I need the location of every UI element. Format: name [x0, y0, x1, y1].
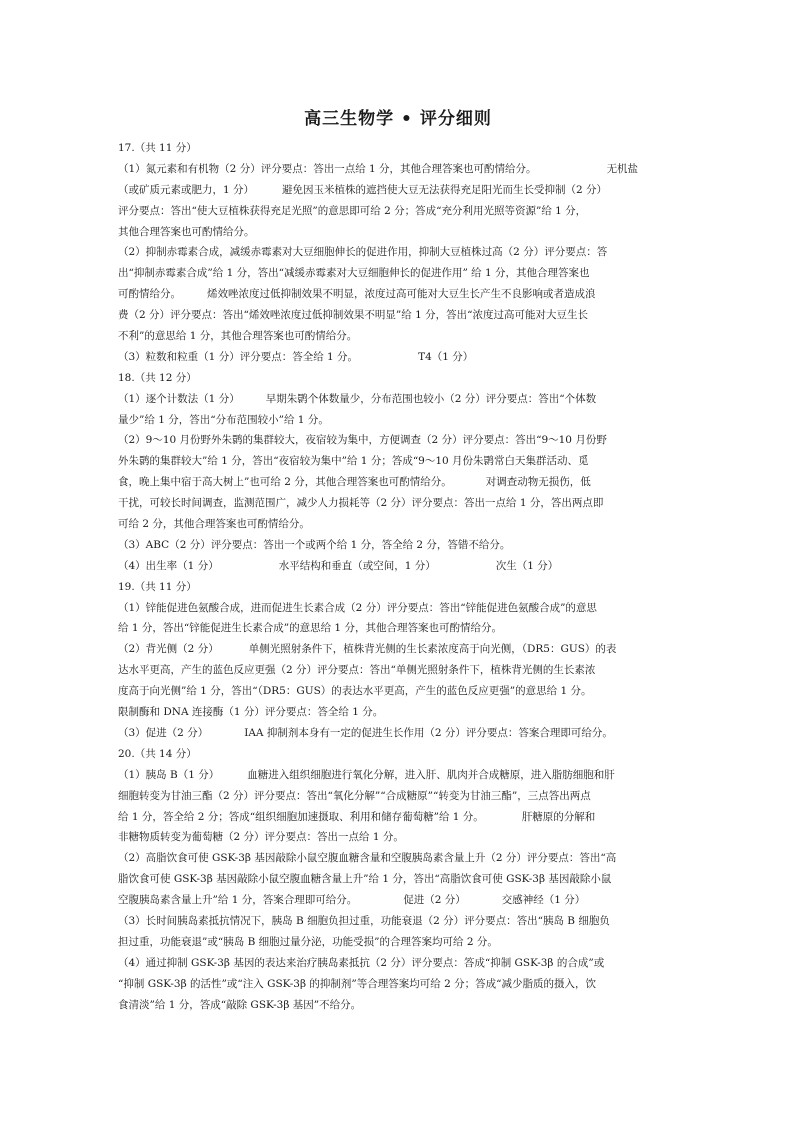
answer-text: （2）高脂饮食可使 GSK-3β 基因敲除小鼠空腹血糖含量和空腹胰岛素含量上升（2 分）评分要点：答出“高: [118, 852, 617, 865]
answer-line: [118, 765, 678, 786]
answer-line: [118, 932, 678, 953]
answer-line: [118, 242, 678, 263]
answer-text: 不利”的意思给 1 分，其他合理答案也可酌情给分。: [118, 330, 358, 343]
answer-line: [118, 681, 678, 702]
answer-text: 非糖物质转变为葡萄糖（2 分）评分要点：答出一点给 1 分。: [118, 831, 404, 844]
answer-line: [118, 911, 678, 932]
answer-text: 食清淡”给 1 分，答成“敲除 GSK-3β 基因”不给分。: [118, 998, 362, 1011]
answer-text: 达水平更高，产生的蓝色反应更强（2 分）评分要点：答出“单侧光照射条件下，植株背光侧的生长素浓: [118, 664, 596, 677]
answer-text: 19.（共 11 分）: [118, 580, 197, 593]
answer-text: 对调查动物无损伤，低: [485, 476, 591, 489]
answer-line: [118, 410, 678, 431]
answer-line: [118, 514, 678, 535]
answer-line: [118, 869, 678, 890]
answer-text: 限制酶和 DNA 连接酶（1 分）评分要点：答全给 1 分。: [118, 706, 384, 719]
answer-line: [118, 305, 678, 326]
answer-line: [118, 451, 678, 472]
answer-text: （2）背光侧（2 分）: [118, 643, 219, 656]
answer-text: 度高于向光侧”给 1 分，答出“（DR5：GUS）的表达水平更高，产生的蓝色反应更强”的意思给 1 分。: [118, 685, 592, 698]
answer-text: 血糖进入组织细胞进行氧化分解，进入肝、肌肉并合成糖原，进入脂肪细胞和肝: [247, 768, 615, 781]
answer-text: （3）促进（2 分）: [118, 726, 209, 739]
question-heading: [118, 577, 678, 598]
answer-text: 早期朱鹮个体数量少，分布范围也较小（2 分）评分要点：答出“个体数: [265, 392, 597, 405]
answer-text: 可酌情给分。: [118, 288, 181, 301]
answer-line: [118, 995, 678, 1016]
answer-text: T4（1 分）: [418, 350, 474, 363]
answer-text: （4）出生率（1 分）: [118, 559, 219, 572]
question-heading: [118, 744, 678, 765]
answer-line: [118, 430, 678, 451]
answer-text: （1）胰岛 B（1 分）: [118, 768, 220, 781]
answer-line: [118, 598, 678, 619]
answer-line: [118, 890, 678, 911]
answer-text: 食，晚上集中宿于高大树上”也可给 2 分，其他合理答案也可酌情给分。: [118, 476, 452, 489]
answer-line: [118, 953, 678, 974]
answer-line: [118, 389, 678, 410]
answer-text: （1）锌能促进色氨酸合成，进而促进生长素合成（2 分）评分要点：答出“锌能促进色氨酸合成”的意思: [118, 601, 597, 614]
answer-text: 烯效唑浓度过低抑制效果不明显，浓度过高可能对大豆生长产生不良影响或者造成浪: [207, 288, 596, 301]
answer-text: （2）9～10 月份野外朱鹮的集群较大，夜宿较为集中，方便调查（2 分）评分要点：答出“9～10 月份野: [118, 434, 607, 447]
answer-text: 18.（共 12 分）: [118, 371, 197, 384]
answer-line: [118, 472, 678, 493]
answer-text: 担过重，功能衰退”或“胰岛 B 细胞过量分泌，功能受损”的合理答案均可给 2 分。: [118, 935, 498, 948]
answer-line: [118, 284, 678, 305]
answer-text: 给 1 分，答出“锌能促进生长素合成”的意思给 1 分，其他合理答案也可酌情给分。: [118, 622, 502, 635]
answer-line: [118, 159, 678, 180]
answer-text: IAA 抑制剂本身有一定的促进生长作用（2 分）评分要点：答案合理即可给分。: [244, 726, 613, 739]
page-title: 高三生物学 • 评分细则: [304, 109, 492, 129]
answer-text: 量少”给 1 分，答出“分布范围较小”给 1 分。: [118, 413, 329, 426]
answer-line: [118, 827, 678, 848]
answer-line: [118, 180, 678, 201]
answer-body: [118, 138, 678, 1015]
answer-line: [118, 807, 678, 828]
answer-text: 肝糖原的分解和: [521, 810, 596, 823]
answer-text: 给 1 分，答全给 2 分；答成“组织细胞加速摄取、利用和储存葡萄糖”给 1 分。: [118, 810, 484, 823]
answer-line: [118, 493, 678, 514]
question-heading: [118, 138, 678, 159]
answer-text: （或矿质元素或肥力，1 分）: [118, 183, 255, 196]
answer-text: 促进（2 分）: [403, 894, 466, 907]
answer-text: 次生（1 分）: [495, 559, 559, 572]
answer-line: [118, 660, 678, 681]
question-heading: [118, 368, 678, 389]
answer-text: 无机盐: [606, 162, 639, 175]
answer-text: 单侧光照射条件下，植株背光侧的生长素浓度高于向光侧，（DR5：GUS）的表: [248, 643, 617, 656]
answer-text: （1）氮元素和有机物（2 分）评分要点：答出一点给 1 分，其他合理答案也可酌情给分。: [118, 162, 537, 175]
answer-text: 水平结构和垂直（或空间，1 分）: [278, 559, 436, 572]
answer-text: 交感神经（1 分）: [501, 894, 586, 907]
answer-line: [118, 639, 678, 660]
answer-line: [118, 201, 678, 222]
answer-line: [118, 326, 678, 347]
answer-text: 可给 2 分，其他合理答案也可酌情给分。: [118, 518, 310, 531]
answer-text: 外朱鹮的集群较大”给 1 分，答出“夜宿较为集中”给 1 分；答成“9～10 月份朱鹮常白天集群活动、觅: [118, 455, 589, 468]
answer-text: 其他合理答案也可酌情给分。: [118, 225, 255, 238]
answer-line: [118, 848, 678, 869]
answer-text: （4）通过抑制 GSK-3β 基因的表达来治疗胰岛素抵抗（2 分）评分要点：答成“抑制 GSK-3β 的合成”或: [118, 956, 605, 969]
answer-line: [118, 702, 678, 723]
answer-line: [118, 974, 678, 995]
answer-text: 出“抑制赤霉素合成”给 1 分，答出“减缓赤霉素对大豆细胞伸长的促进作用” 给 1 分，其他合理答案也: [118, 267, 590, 280]
answer-line: [118, 347, 678, 368]
answer-line: [118, 556, 678, 577]
answer-text: （2）抑制赤霉素合成，减缓赤霉素对大豆细胞伸长的促进作用，抑制大豆植株过高（2 分）评分要点：答: [118, 246, 608, 259]
answer-line: [118, 618, 678, 639]
answer-text: 细胞转变为甘油三酯（2 分）评分要点：答出“氧化分解”“合成糖原”“转变为甘油三酯”，三点答出两点: [118, 789, 591, 802]
answer-text: 干扰，可较长时间调查，监测范围广，减少人力损耗等（2 分）评分要点：答出一点给 1 分，答出两点即: [118, 497, 604, 510]
answer-text: 空腹胰岛素含量上升”给 1 分，答案合理即可给分。: [118, 894, 358, 907]
answer-text: 17.（共 11 分）: [118, 142, 197, 154]
answer-text: （3）ABC（2 分）评分要点：答出一个或两个给 1 分，答全给 2 分，答错不给分。: [118, 538, 511, 551]
answer-line: [118, 535, 678, 556]
answer-text: “抑制 GSK-3β 的活性”或“注入 GSK-3β 的抑制剂”等合理答案均可给 2 分；答成“减少脂质的摄入，饮: [118, 977, 596, 990]
answer-line: [118, 263, 678, 284]
answer-line: [118, 723, 678, 744]
answer-sheet: [118, 104, 678, 1015]
answer-text: 评分要点：答出“使大豆植株获得充足光照”的意思即可给 2 分；答成“充分利用光照等资源”给 1 分，: [118, 204, 587, 217]
answer-line: [118, 786, 678, 807]
answer-line: [118, 222, 678, 243]
answer-text: 20.（共 14 分）: [118, 747, 197, 760]
answer-text: 费（2 分）评分要点：答出“烯效唑浓度过低抑制效果不明显”给 1 分，答出“浓度过高可能对大豆生长: [118, 309, 588, 322]
answer-text: （1）逐个计数法（1 分）: [118, 392, 240, 405]
answer-text: 避免因玉米植株的遮挡使大豆无法获得充足阳光而生长受抑制（2 分）: [282, 183, 608, 196]
answer-text: （3）粒数和粒重（1 分）评分要点：答全给 1 分。: [118, 350, 359, 363]
answer-text: 脂饮食可使 GSK-3β 基因敲除小鼠空腹血糖含量上升”给 1 分，答出“高脂饮食可使 GSK-3β 基因敲除小鼠: [118, 873, 612, 886]
answer-text: （3）长时间胰岛素抵抗情况下，胰岛 B 细胞负担过重，功能衰退（2 分）评分要点：答出“胰岛 B 细胞负: [118, 914, 610, 927]
